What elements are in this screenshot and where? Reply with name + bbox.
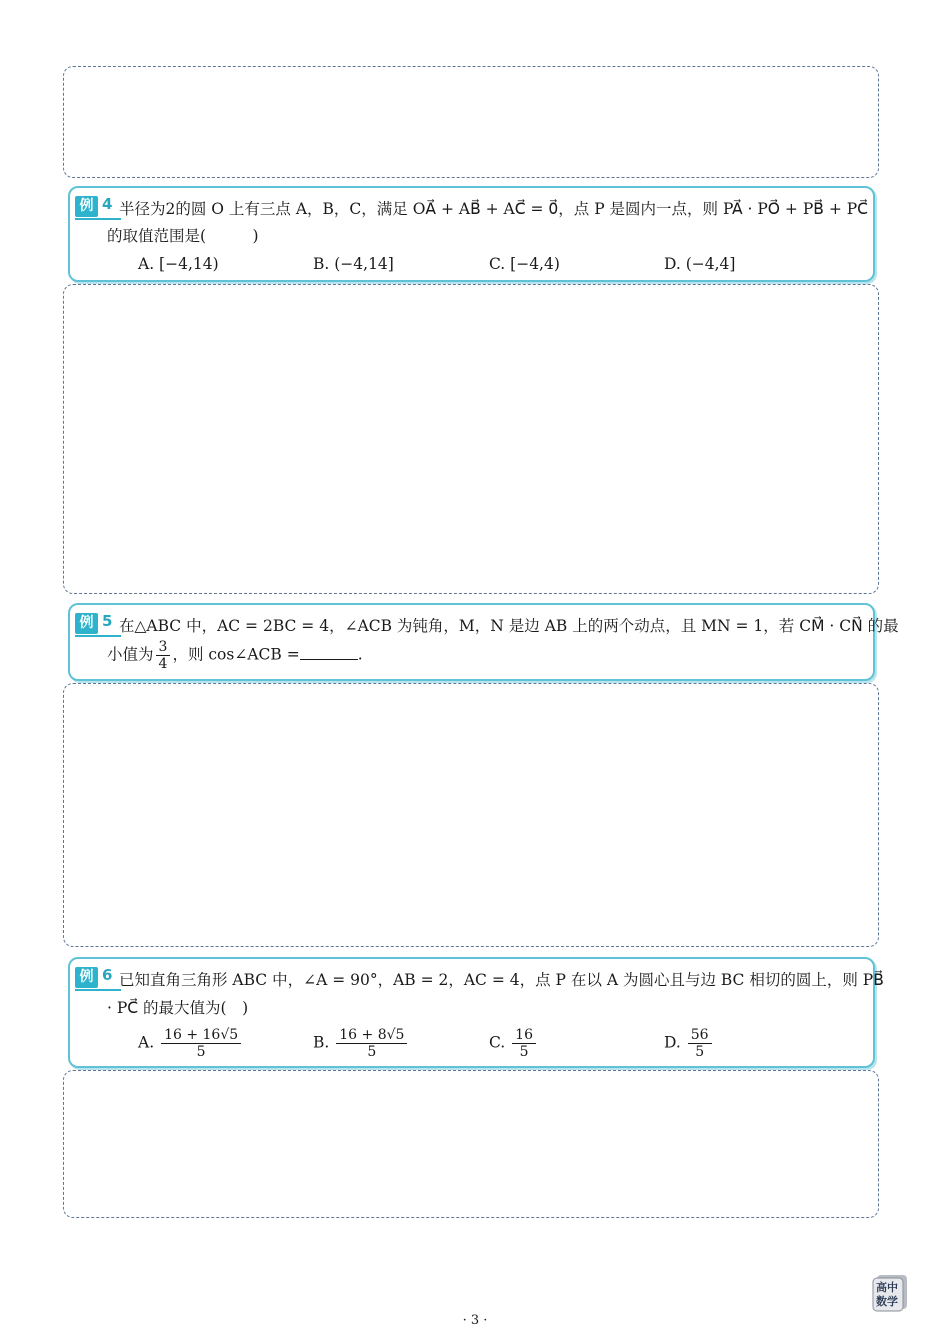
example-number: 5 — [102, 612, 113, 630]
svg-text:高中: 高中 — [876, 1281, 898, 1294]
fraction — [161, 1027, 241, 1060]
fraction-denominator: 5 — [519, 1044, 529, 1060]
choice-c: C. [−4,4) — [489, 255, 560, 273]
choice-c — [489, 1027, 538, 1060]
example-tag — [75, 196, 117, 217]
answer-area-top — [63, 66, 879, 178]
fraction — [156, 639, 171, 672]
choice-d — [664, 1027, 714, 1060]
choice-b — [313, 1027, 409, 1060]
question-line-2 — [107, 639, 363, 672]
fraction — [688, 1027, 712, 1060]
tag-underline — [75, 218, 121, 220]
choice-b: B. (−4,14] — [313, 255, 394, 273]
svg-text:数学: 数学 — [876, 1295, 898, 1308]
choice-a — [138, 1027, 243, 1060]
choice-a: A. [−4,14) — [138, 255, 219, 273]
example-5-box — [68, 603, 899, 681]
fraction-denominator: 4 — [158, 656, 168, 672]
example-tag — [75, 967, 117, 988]
example-number: 4 — [102, 195, 113, 213]
fraction-numerator: 16 + 8√5 — [336, 1027, 407, 1044]
fraction-numerator: 16 + 16√5 — [161, 1027, 241, 1044]
question-line-1: 已知直角三角形 ABC 中，∠A = 90°，AB = 2，AC = 4，点 P 在以 A 为圆心且与边 BC 相切的圆上，则 PB⃗ — [119, 971, 884, 989]
example-label: 例 — [75, 613, 98, 634]
line-end: . — [357, 645, 363, 664]
question-line-2: 的取值范围是( ) — [107, 227, 259, 245]
example-label: 例 — [75, 967, 98, 988]
fraction — [336, 1027, 407, 1060]
choice-letter: A. — [138, 1033, 155, 1052]
page-number: · 3 · — [462, 1313, 488, 1328]
answer-area-5 — [63, 683, 879, 947]
fraction-numerator: 16 — [512, 1027, 536, 1044]
fraction-numerator: 56 — [688, 1027, 712, 1044]
fraction-denominator: 5 — [695, 1044, 705, 1060]
example-4-box — [68, 186, 875, 282]
choice-letter: C. — [489, 1033, 506, 1052]
example-6-box — [68, 957, 884, 1068]
logo-badge-icon — [872, 1274, 910, 1312]
answer-area-6 — [63, 1070, 879, 1218]
line-text: ，则 cos∠ACB = — [172, 645, 300, 664]
tag-underline — [75, 989, 121, 991]
example-tag — [75, 613, 117, 634]
line-text: 小值为 — [107, 645, 154, 664]
choice-letter: B. — [313, 1033, 330, 1052]
fraction — [512, 1027, 536, 1060]
question-line-2: · PC⃗ 的最大值为( ) — [107, 999, 249, 1017]
fraction-denominator: 5 — [196, 1044, 206, 1060]
fraction-denominator: 5 — [367, 1044, 377, 1060]
question-line-1: 在△ABC 中，AC = 2BC = 4，∠ACB 为钝角，M，N 是边 AB 上的两个动点，且 MN = 1，若 CM⃗ · CN⃗ 的最 — [119, 617, 899, 635]
question-line-1: 半径为2的圆 O 上有三点 A，B，C，满足 OA⃗ + AB⃗ + AC⃗ = 0⃗，点 P 是圆内一点，则 PA⃗ · PO⃗ + PB⃗ + PC⃗ — [119, 200, 868, 218]
answer-area-4 — [63, 284, 879, 594]
example-label: 例 — [75, 196, 98, 217]
choice-d: D. (−4,4] — [664, 255, 736, 273]
fraction-numerator: 3 — [156, 639, 171, 656]
tag-underline — [75, 635, 121, 637]
example-number: 6 — [102, 966, 113, 984]
answer-blank[interactable] — [300, 645, 358, 660]
choice-letter: D. — [664, 1033, 681, 1052]
